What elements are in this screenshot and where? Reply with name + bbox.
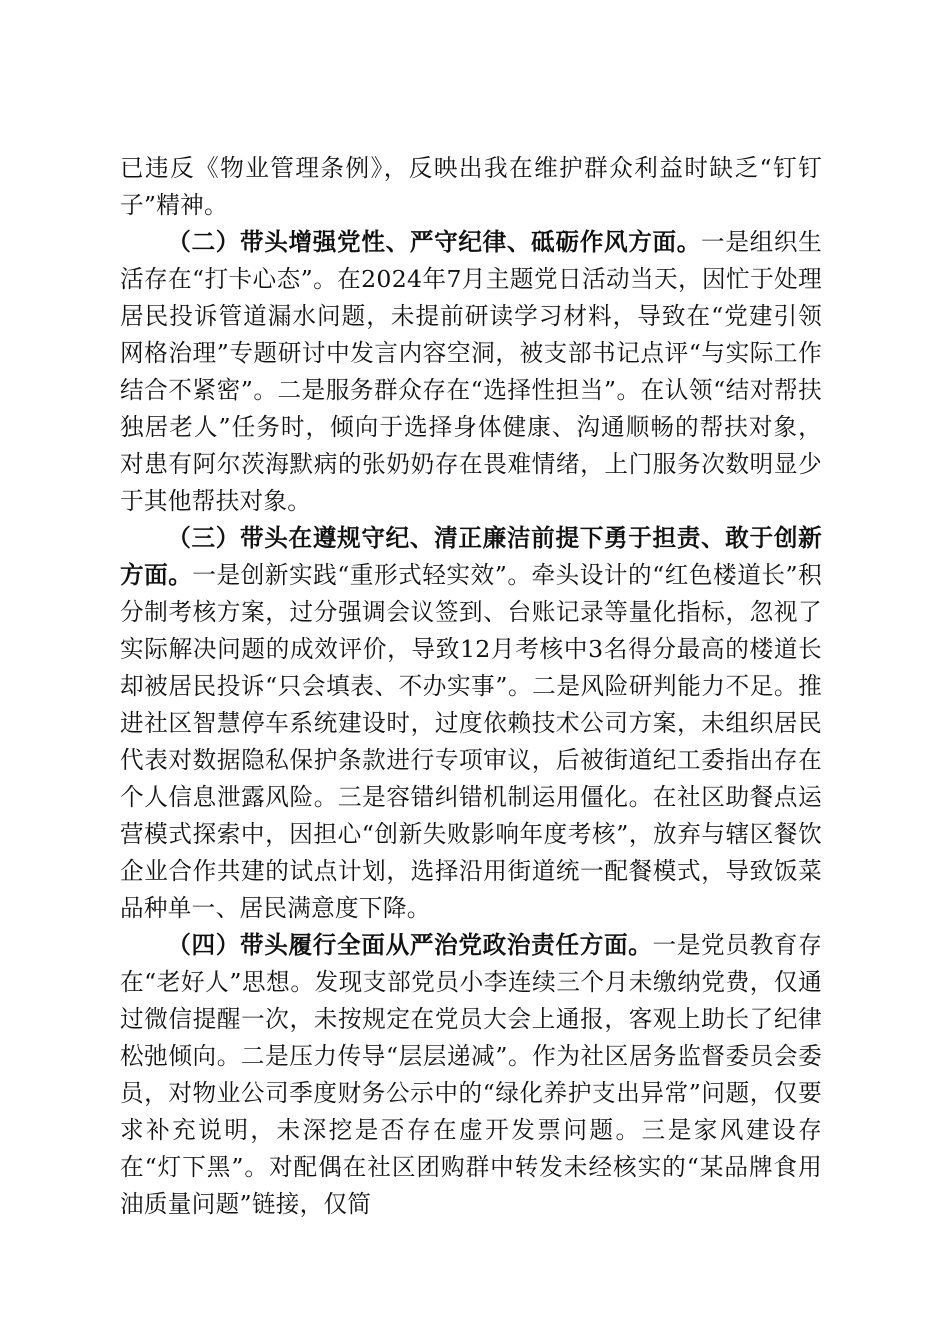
document-page	[120, 150, 822, 1223]
paragraph-section-4	[120, 927, 822, 1223]
paragraph-text: 一是创新实践“重形式轻实效”。牵头设计的“红色楼道长”积分制考核方案，过分强调会议签到、台账记录等量化指标，忽视了实际解决问题的成效评价，导致12月考核中3名得分最高的楼道长却被居民投诉“只会填表、不办实事”。二是风险研判能力不足。推进社区智慧停车系统建设时，过度依赖技术公司方案，未组织居民代表对数据隐私保护条款进行专项审议，后被街道纪工委指出存在个人信息泄露风险。三是容错纠错机制运用僵化。在社区助餐点运营模式探索中，因担心“创新失败影响年度考核”，放弃与辖区餐饮企业合作共建的试点计划，选择沿用街道统一配餐模式，导致饭菜品种单一、居民满意度下降。	[120, 561, 822, 922]
paragraph-text: 已违反《物业管理条例》，反映出我在维护群众利益时缺乏“钉钉子”精神。	[120, 154, 822, 219]
section-heading: （二）带头增强党性、严守纪律、砥砺作风方面。	[167, 228, 702, 256]
section-heading: （三）带头在遵规守纪、清正廉洁前提下勇于担责、敢于创新方面。	[120, 524, 822, 589]
paragraph-continuation	[120, 150, 822, 224]
paragraph-section-3	[120, 520, 822, 927]
paragraph-text: 一是党员教育存在“老好人”思想。发现支部党员小李连续三个月未缴纳党费，仅通过微信提醒一次，未按规定在党员大会上通报，客观上助长了纪律松弛倾向。二是压力传导“层层递减”。作为社区居务监督委员会委员，对物业公司季度财务公示中的“绿化养护支出异常”问题，仅要求补充说明，未深挖是否存在虚开发票问题。三是家风建设存在“灯下黑”。对配偶在社区团购群中转发未经核实的“某品牌食用油质量问题”链接，仅简	[120, 931, 823, 1218]
section-heading: （四）带头履行全面从严治党政治责任方面。	[167, 931, 653, 959]
paragraph-text: 一是组织生活存在“打卡心态”。在2024年7月主题党日活动当天，因忙于处理居民投诉管道漏水问题，未提前研读学习材料，导致在“党建引领网格治理”专题研讨中发言内容空洞，被支部书记点评“与实际工作结合不紧密”。二是服务群众存在“选择性担当”。在认领“结对帮扶独居老人”任务时，倾向于选择身体健康、沟通顺畅的帮扶对象，对患有阿尔茨海默病的张奶奶存在畏难情绪，上门服务次数明显少于其他帮扶对象。	[120, 228, 823, 515]
paragraph-section-2	[120, 224, 822, 520]
